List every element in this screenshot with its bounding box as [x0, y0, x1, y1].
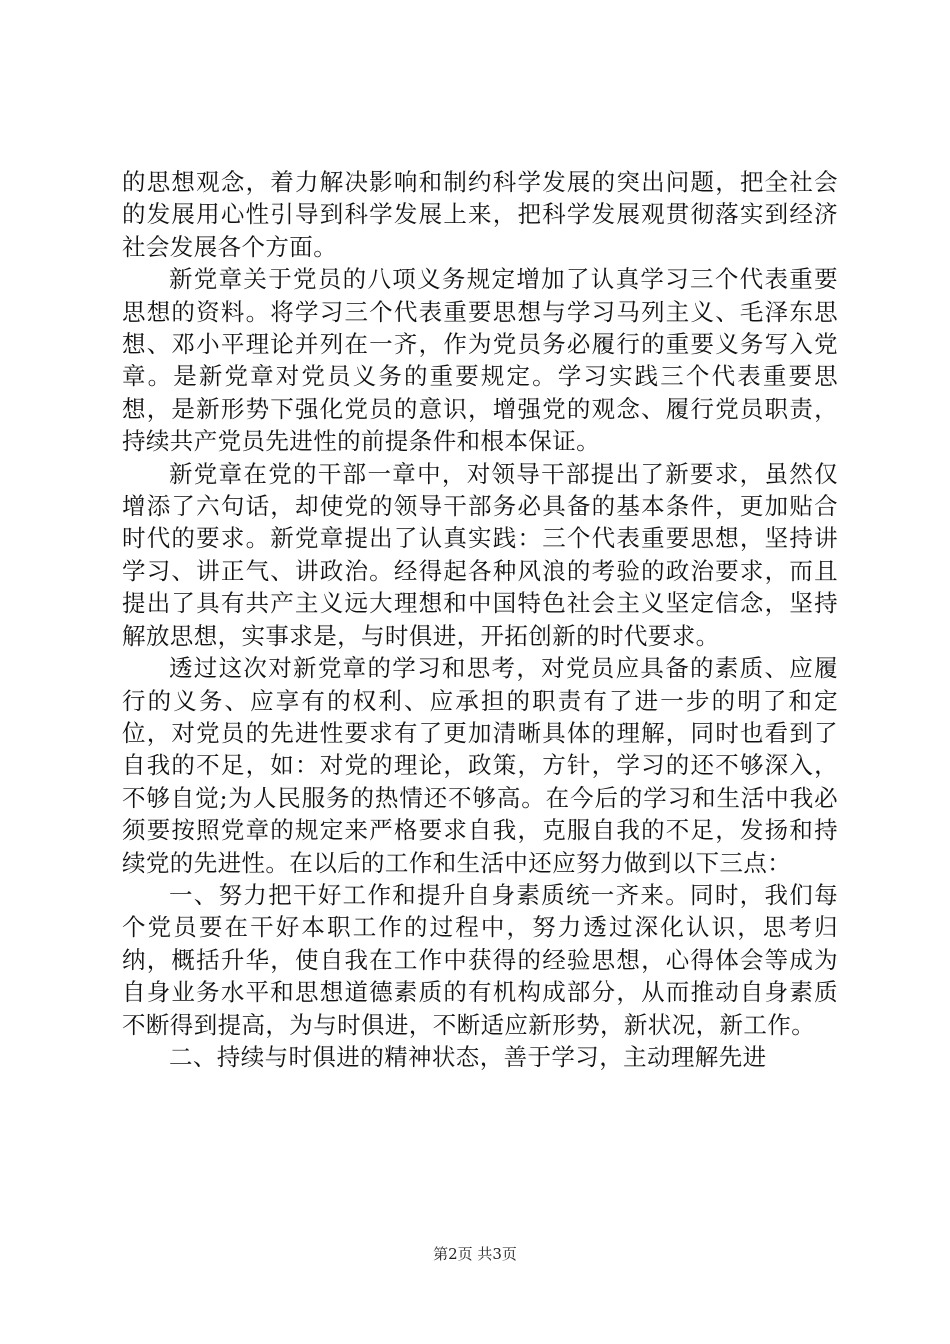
paragraph-point-one: 一、努力把干好工作和提升自身素质统一齐来。同时，我们每个党员要在干好本职工作的过程中，努力透过深化认识，思考归纳，概括升华，使自我在工作中获得的经验思想，心得体会等成为自身业务水平和思想道德素质的有机构成部分，从而推动自身素质不断得到提高，为与时俱进，不断适应新形势，新状况，新工作。 — [122, 880, 838, 1039]
paragraph-cadre-requirements: 新党章在党的干部一章中，对领导干部提出了新要求，虽然仅增添了六句话，却使党的领导干部务必具备的基本条件，更加贴合时代的要求。新党章提出了认真实践：三个代表重要思想，坚持讲学习、讲正气、讲政治。经得起各种风浪的考验的政治要求，而且提出了具有共产主义远大理想和中国特色社会主义坚定信念，坚持解放思想，实事求是，与时俱进，开拓创新的时代要求。 — [122, 459, 838, 650]
paragraph-new-charter-duties: 新党章关于党员的八项义务规定增加了认真学习三个代表重要思想的资料。将学习三个代表重要思想与学习马列主义、毛泽东思想、邓小平理论并列在一齐，作为党员务必履行的重要义务写入党章。是新党章对党员义务的重要规定。学习实践三个代表重要思想，是新形势下强化党员的意识，增强党的观念、履行党员职责，持续共产党员先进性的前提条件和根本保证。 — [122, 265, 838, 456]
paragraph-reflection: 透过这次对新党章的学习和思考，对党员应具备的素质、应履行的义务、应享有的权利、应承担的职责有了进一步的明了和定位，对党员的先进性要求有了更加清晰具体的理解，同时也看到了自我的不足，如：对党的理论，政策，方针，学习的还不够深入，不够自觉;为人民服务的热情还不够高。在今后的学习和生活中我必须要按照党章的规定来严格要求自我，克服自我的不足，发扬和持续党的先进性。在以后的工作和生活中还应努力做到以下三点： — [122, 654, 838, 877]
paragraph-continued: 的思想观念，着力解决影响和制约科学发展的突出问题，把全社会的发展用心性引导到科学发展上来，把科学发展观贯彻落实到经济社会发展各个方面。 — [122, 168, 838, 261]
page-number-footer: 第2页 共3页 — [433, 1245, 517, 1263]
paragraph-point-two: 二、持续与时俱进的精神状态，善于学习，主动理解先进 — [169, 1042, 767, 1071]
document-body — [122, 166, 838, 1073]
